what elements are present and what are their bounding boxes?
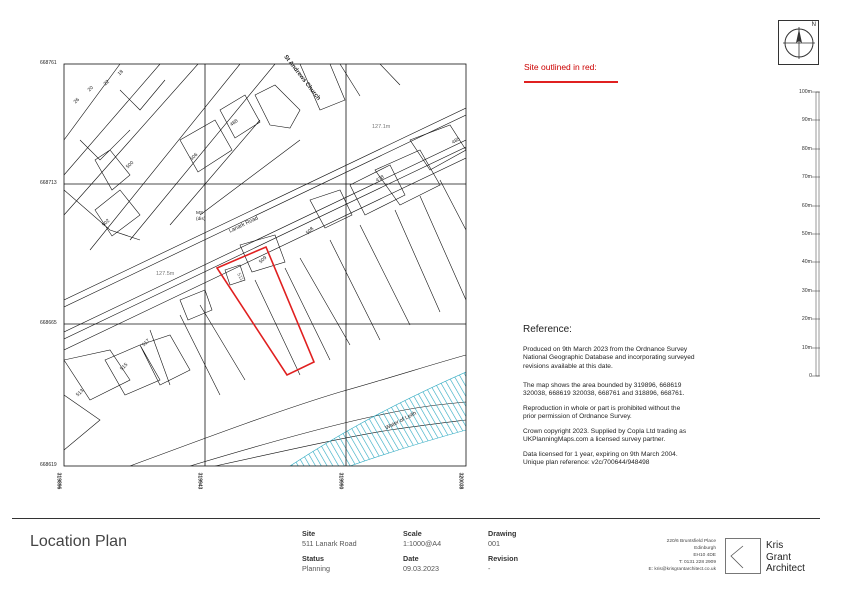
drawing-title: Location Plan [30, 533, 127, 550]
house-number: 502 [101, 217, 112, 229]
revision-label: Revision [488, 554, 518, 563]
house-number: 500 [125, 159, 136, 171]
legend-title: Site outlined in red: [524, 62, 597, 72]
scale-label: 80m [801, 146, 812, 152]
house-number: 511 [235, 272, 245, 282]
scale-label: 60m [801, 203, 812, 209]
house-number: 485 [451, 136, 462, 146]
scale-label: 40m [801, 259, 812, 265]
church-label: St Andrews Church [282, 54, 322, 102]
legend-site-line [524, 81, 618, 83]
revision-value: - [488, 564, 491, 573]
date-value: 09.03.2023 [403, 564, 439, 573]
house-number: 508 [305, 225, 316, 237]
house-number: 22 [102, 78, 111, 88]
status-label: Status [302, 554, 324, 563]
house-number: 18 [116, 68, 125, 78]
scale-label-footer: Scale [403, 529, 422, 538]
road-edge-north-inner [64, 115, 466, 307]
house-number: 20 [86, 84, 95, 94]
kga-logo-icon [725, 538, 761, 574]
scale-label: 70m [801, 174, 812, 180]
plot-lines-north [64, 64, 400, 250]
site-label: Site [302, 529, 316, 538]
footer-divider [12, 518, 820, 519]
milestone-label: MS (dis) [196, 211, 206, 222]
northing-label: 668665 [40, 320, 57, 326]
spot-height-label: 127.1m [372, 124, 391, 130]
status-value: Planning [302, 564, 330, 573]
house-number: 513 [75, 387, 86, 399]
road-edge-north [64, 108, 466, 300]
road-edge-south-inner [64, 147, 466, 339]
house-number: 515 [119, 361, 130, 373]
reference-paragraph: The map shows the area bounded by 319896, 668619 320038, 668619 320038, 668761 and 318896, 668761. [523, 382, 685, 398]
site-boundary [217, 247, 314, 375]
house-number: 517 [141, 337, 152, 349]
scale-label: 100m [799, 89, 812, 95]
house-number: 26 [72, 96, 81, 106]
footpath-line [64, 158, 466, 350]
reference-paragraph: Data licensed for 1 year, expiring on 9th March 2004. Unique plan reference: v2c/700644/948498 [523, 451, 678, 467]
reference-paragraph: Reproduction in whole or part is prohibited without the prior permission of Ordnance Survey. [523, 405, 681, 421]
spot-height-label: 127.5m [156, 271, 175, 277]
scale-label: 30m [801, 288, 812, 294]
easting-label: 320038 [457, 472, 464, 490]
drawing-value: 001 [488, 539, 500, 548]
scale-label: 0 [809, 373, 812, 379]
road-name-label: Lanark Road [228, 215, 260, 235]
road-edge-south [64, 140, 466, 332]
house-number: 478 [375, 174, 386, 184]
date-label: Date [403, 554, 419, 563]
house-number: 488 [229, 118, 240, 128]
house-number: 506 [189, 151, 200, 163]
house-number: 509 [258, 254, 269, 266]
reference-paragraph: Produced on 9th March 2023 from the Ordnance Survey National Geographic Database and incorporating surveyed revisions available at this date. [523, 346, 695, 370]
northing-label: 668761 [40, 60, 57, 66]
practice-address: 220/6 Bruntsfield Place Edinburgh EH10 4DE T: 0131 228 2909 E: kris@krisgrantarchitect.co.uk [648, 539, 716, 572]
northing-label: 668619 [40, 462, 57, 468]
reference-heading: Reference: [523, 324, 572, 335]
north-arrow-box [778, 20, 819, 65]
easting-label: 319896 [55, 472, 62, 490]
river-water [290, 372, 466, 466]
drawing-label: Drawing [488, 529, 517, 538]
northing-label: 668713 [40, 180, 57, 186]
scale-label: 90m [801, 117, 812, 123]
scale-label: 50m [801, 231, 812, 237]
scale-label: 20m [801, 316, 812, 322]
north-letter: N [811, 22, 816, 28]
practice-name: Kris Grant Architect [766, 540, 805, 574]
water-label: Water of Leith [384, 410, 418, 432]
easting-label: 319990 [337, 472, 344, 490]
scale-value: 1:1000@A4 [403, 539, 442, 548]
scale-label: 10m [801, 345, 812, 351]
easting-label: 319943 [196, 472, 203, 490]
reference-paragraph: Crown copyright 2023. Supplied by Copla Ltd trading as UKPlanningMaps.com a licensed survey partner. [523, 428, 687, 444]
site-value: 511 Lanark Road [302, 539, 357, 548]
